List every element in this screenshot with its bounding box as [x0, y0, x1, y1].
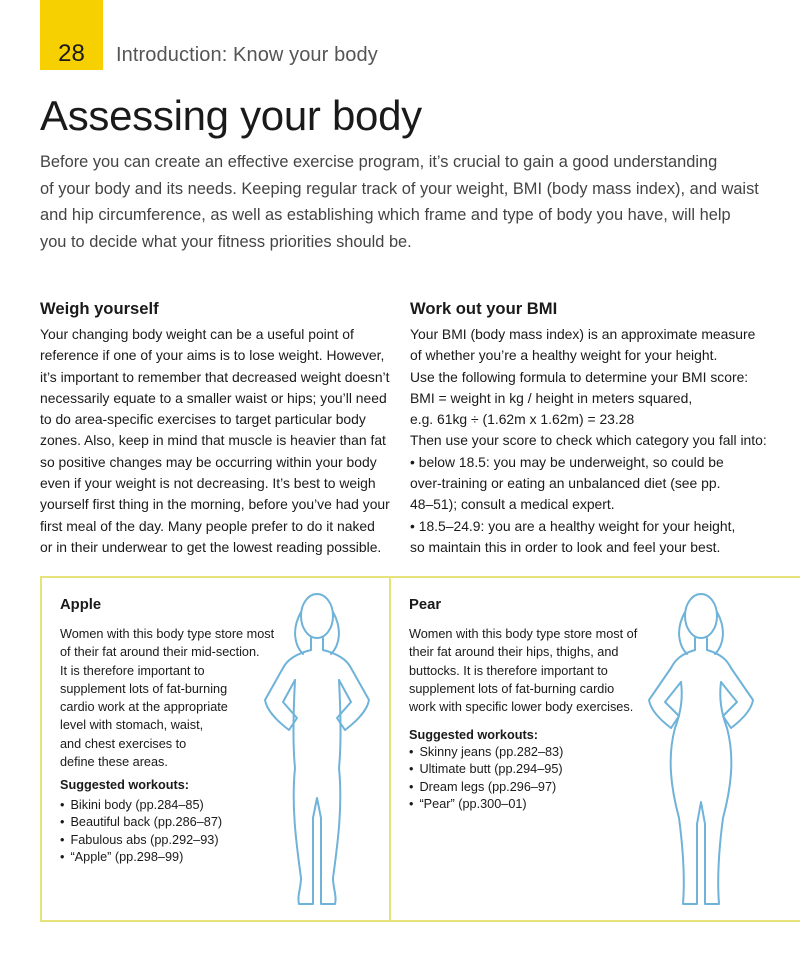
weigh-line: Your changing body weight can be a useful point of — [40, 326, 354, 342]
apple-desc-line: Women with this body type store most — [60, 627, 275, 641]
list-item: • Fabulous abs (pp.292–93) — [60, 832, 222, 849]
bmi-section — [410, 299, 775, 558]
weigh-heading: Weigh yourself — [40, 299, 159, 318]
pear-description — [409, 625, 637, 716]
apple-workouts-label: Suggested workouts: — [60, 778, 189, 792]
intro-line: you to decide what your fitness priorities should be. — [40, 232, 412, 251]
bmi-line: so maintain this in order to look and feel your best. — [410, 538, 721, 555]
weigh-line: necessarily equate to a smaller waist or hips; you’ll need — [40, 389, 387, 406]
apple-desc-line: define these areas. — [60, 755, 168, 770]
apple-description — [60, 625, 274, 771]
pear-desc-line: their fat around their hips, thighs, and — [409, 645, 619, 660]
apple-desc-line: and chest exercises to — [60, 736, 187, 751]
weigh-line: first meal of the day. Many people prefer to do it naked — [40, 517, 375, 534]
pear-workouts-list — [409, 744, 563, 813]
apple-desc-line: supplement lots of fat-burning — [60, 681, 228, 696]
list-item: • Beautiful back (pp.286–87) — [60, 814, 222, 831]
weigh-line: reference if one of your aims is to lose weight. However, — [40, 347, 385, 364]
apple-heading: Apple — [60, 597, 102, 613]
weigh-line: it’s important to remember that decreased weight doesn’t — [40, 368, 390, 385]
pear-heading: Pear — [409, 597, 442, 613]
bmi-line: of whether you’re a healthy weight for your height. — [410, 347, 718, 364]
bmi-line: • 18.5–24.9: you are a healthy weight for your height, — [410, 517, 736, 534]
intro-line: of your body and its needs. Keeping regular track of your weight, BMI (body mass index), and waist — [40, 179, 759, 198]
intro-line: Before you can create an effective exercise program, it’s crucial to gain a good understanding — [40, 153, 718, 171]
pear-desc-line: work with specific lower body exercises. — [409, 700, 634, 715]
page-number-tab — [40, 0, 103, 70]
weigh-line: even if your weight is not decreasing. It’s best to weigh — [40, 475, 376, 492]
bmi-line: Use the following formula to determine your BMI score: — [410, 368, 749, 385]
pear-desc-line: supplement lots of fat-burning cardio — [409, 681, 615, 696]
list-item: • Skinny jeans (pp.282–83) — [409, 744, 563, 761]
intro-paragraph — [40, 149, 770, 255]
bmi-line: • below 18.5: you may be underweight, so could be — [410, 453, 724, 470]
pear-desc-line: Women with this body type store most of — [409, 627, 638, 641]
bmi-line: Your BMI (body mass index) is an approximate measure — [410, 326, 756, 342]
bmi-line: 48–51); consult a medical expert. — [410, 496, 615, 513]
weigh-yourself-section — [40, 299, 405, 558]
apple-body-figure-icon — [257, 588, 377, 918]
weigh-line: zones. Also, keep in mind that muscle is heavier than fat — [40, 432, 386, 449]
weigh-line: or in their underwear to get the lowest reading possible. — [40, 538, 382, 555]
pear-desc-line: buttocks. It is therefore important to — [409, 663, 608, 678]
weigh-line: to do area-specific exercises to target particular body — [40, 411, 366, 428]
weigh-body — [40, 324, 405, 558]
bmi-heading: Work out your BMI — [410, 299, 558, 318]
weigh-line: so positive changes may be occurring within your body — [40, 453, 377, 470]
bmi-line: e.g. 61kg ÷ (1.62m x 1.62m) = 23.28 — [410, 411, 635, 428]
list-item: • Ultimate butt (pp.294–95) — [409, 761, 563, 778]
apple-desc-line: It is therefore important to — [60, 663, 205, 678]
page-number: 28 — [58, 40, 85, 67]
apple-desc-line: cardio work at the appropriate — [60, 700, 228, 715]
list-item: • “Apple” (pp.298–99) — [60, 849, 222, 866]
apple-body-type-box — [40, 576, 391, 922]
apple-desc-line: level with stomach, waist, — [60, 718, 204, 733]
apple-workouts-list — [60, 797, 222, 866]
list-item: • Bikini body (pp.284–85) — [60, 797, 222, 814]
apple-desc-line: of their fat around their mid-section. — [60, 645, 260, 660]
pear-body-type-box — [389, 576, 800, 922]
bmi-line: over-training or eating an unbalanced diet (see pp. — [410, 475, 721, 492]
list-item: • Dream legs (pp.296–97) — [409, 779, 563, 796]
pear-body-figure-icon — [641, 588, 761, 918]
intro-line: and hip circumference, as well as establishing which frame and type of body you have, will help — [40, 206, 731, 224]
bmi-line: Then use your score to check which category you fall into: — [410, 432, 767, 449]
running-title: Introduction: Know your body — [116, 44, 378, 66]
bmi-line: BMI = weight in kg / height in meters squared, — [410, 389, 693, 406]
pear-workouts-label: Suggested workouts: — [409, 728, 538, 742]
weigh-line: yourself first thing in the morning, before you’ve had your — [40, 496, 390, 513]
bmi-body — [410, 324, 775, 558]
page-title: Assessing your body — [40, 92, 422, 139]
list-item: • “Pear” (pp.300–01) — [409, 796, 563, 813]
